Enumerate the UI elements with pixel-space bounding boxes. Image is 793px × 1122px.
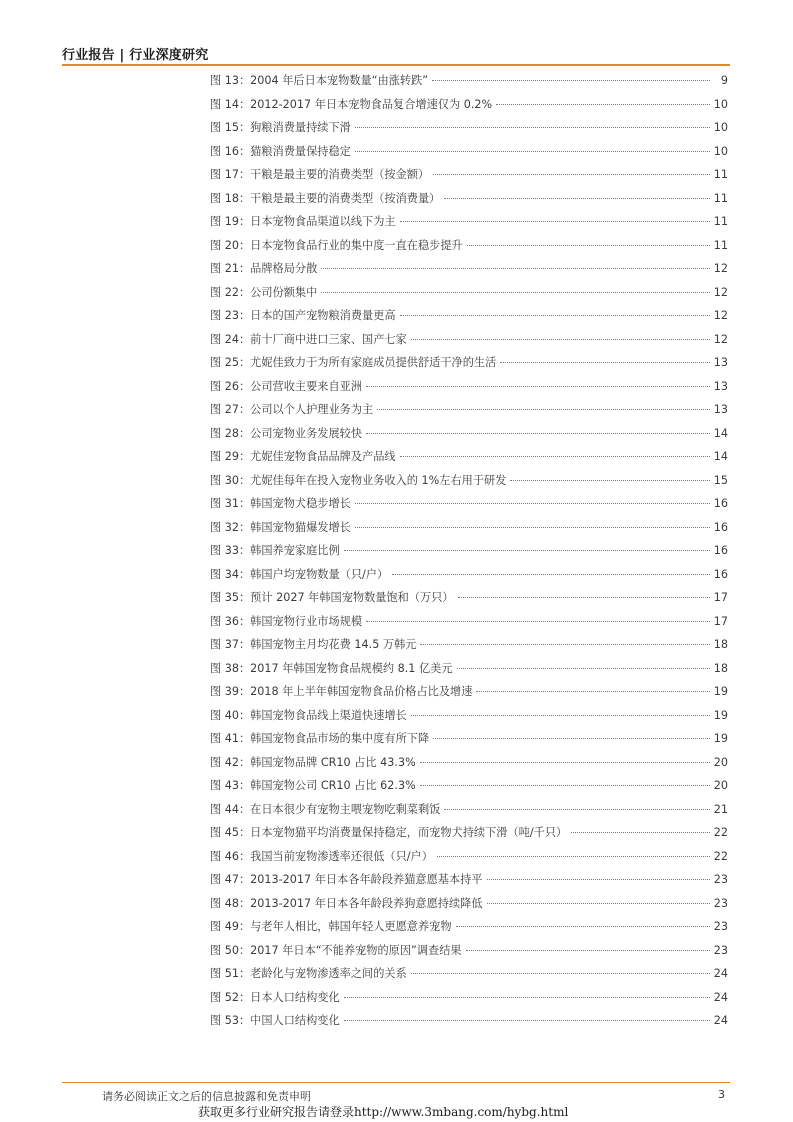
toc-dot-leader (366, 432, 710, 434)
disclaimer-text: 请务必阅读正文之后的信息披露和免责申明 (102, 1090, 311, 1103)
toc-entry-label: 图 26：公司营收主要来自亚洲 (210, 379, 363, 393)
toc-dot-leader (392, 573, 710, 575)
toc-dot-leader (366, 620, 710, 622)
toc-entry-page: 17 (713, 614, 728, 628)
toc-entry-label: 图 42：韩国宠物品牌 CR10 占比 43.3% (210, 755, 416, 769)
toc-entry[interactable] (210, 895, 728, 919)
toc-entry-label: 图 27：公司以个人护理业务为主 (210, 403, 374, 416)
toc-entry-page: 22 (713, 849, 728, 863)
toc-entry-page: 10 (713, 121, 728, 134)
toc-entry-label: 图 25：尤妮佳致力于为所有家庭成员提供舒适干净的生活 (210, 356, 497, 369)
toc-entry[interactable] (210, 519, 728, 543)
toc-entry-page: 23 (713, 920, 728, 933)
toc-entry-page: 18 (713, 661, 728, 675)
toc-entry-page: 10 (713, 97, 728, 111)
toc-dot-leader (420, 761, 710, 763)
toc-entry[interactable] (210, 918, 728, 942)
footer-divider (62, 1082, 730, 1083)
toc-entry-label: 图 17：干粮是最主要的消费类型（按金额） (210, 168, 430, 181)
toc-dot-leader (355, 526, 710, 528)
toc-entry-label: 图 50：2017 年日本“不能养宠物的原因”调查结果 (210, 943, 462, 957)
toc-entry-label: 图 36：韩国宠物行业市场规模 (210, 614, 363, 628)
toc-entry[interactable] (210, 777, 728, 801)
toc-entry[interactable] (210, 801, 728, 825)
toc-entry-label: 图 20：日本宠物食品行业的集中度一直在稳步提升 (210, 238, 463, 252)
toc-entry-page: 22 (713, 826, 728, 839)
toc-entry[interactable] (210, 307, 728, 331)
toc-dot-leader (321, 291, 709, 293)
toc-entry[interactable] (210, 824, 728, 848)
toc-entry-label: 图 33：韩国养宠家庭比例 (210, 544, 340, 557)
toc-dot-leader (510, 479, 709, 481)
toc-dot-leader (432, 79, 710, 81)
toc-entry[interactable] (210, 143, 728, 167)
toc-entry-page: 15 (713, 473, 728, 487)
toc-entry-label: 图 47：2013-2017 年日本各年龄段养猫意愿基本持平 (210, 873, 483, 886)
toc-entry-label: 图 52：日本人口结构变化 (210, 990, 340, 1004)
report-header-title: 行业报告 | 行业深度研究 (62, 48, 209, 63)
toc-entry-label: 图 46：我国当前宠物渗透率还很低（只/户） (210, 849, 433, 863)
figure-table-of-contents (210, 72, 728, 1036)
toc-dot-leader (487, 878, 710, 880)
toc-entry[interactable] (210, 848, 728, 872)
toc-dot-leader (344, 996, 710, 998)
toc-entry-label: 图 28：公司宠物业务发展较快 (210, 426, 363, 440)
toc-dot-leader (411, 972, 710, 974)
toc-dot-leader (355, 150, 710, 152)
toc-dot-leader (420, 643, 709, 645)
toc-entry[interactable] (210, 613, 728, 637)
toc-dot-leader (456, 925, 710, 927)
toc-entry-page: 19 (713, 708, 728, 722)
toc-entry-page: 19 (713, 685, 728, 698)
toc-entry-label: 图 45：日本宠物猫平均消费量保持稳定，而宠物犬持续下滑（吨/千只） (210, 826, 568, 839)
toc-entry[interactable] (210, 378, 728, 402)
toc-entry[interactable] (210, 166, 728, 190)
toc-entry[interactable] (210, 448, 728, 472)
toc-entry[interactable] (210, 636, 728, 660)
toc-entry-page: 23 (713, 873, 728, 886)
toc-entry[interactable] (210, 354, 728, 378)
toc-entry-page: 23 (713, 896, 728, 910)
toc-entry-label: 图 30：尤妮佳每年在投入宠物业务收入的 1%左右用于研发 (210, 473, 507, 487)
toc-entry[interactable] (210, 237, 728, 261)
toc-entry[interactable] (210, 96, 728, 120)
toc-entry-label: 图 24：前十厂商中进口三家、国产七家 (210, 332, 407, 346)
toc-entry[interactable] (210, 72, 728, 96)
toc-entry-page: 11 (713, 191, 728, 205)
toc-entry-page: 24 (713, 967, 728, 980)
toc-dot-leader (444, 197, 709, 199)
toc-entry[interactable] (210, 942, 728, 966)
toc-entry[interactable] (210, 119, 728, 143)
toc-entry[interactable] (210, 566, 728, 590)
toc-entry-page: 13 (713, 379, 728, 393)
header-divider (62, 64, 730, 66)
toc-entry-page: 11 (713, 238, 728, 252)
toc-entry[interactable] (210, 331, 728, 355)
toc-entry-page: 12 (713, 285, 728, 299)
toc-entry-label: 图 29：尤妮佳宠物食品品牌及产品线 (210, 450, 396, 463)
toc-entry-page: 19 (713, 732, 728, 745)
toc-dot-leader (466, 949, 710, 951)
toc-entry-label: 图 48：2013-2017 年日本各年龄段养狗意愿持续降低 (210, 896, 483, 910)
toc-entry[interactable] (210, 707, 728, 731)
toc-entry-label: 图 21：品牌格局分散 (210, 262, 318, 275)
toc-entry-label: 图 35：预计 2027 年韩国宠物数量饱和（万只） (210, 591, 454, 604)
toc-dot-leader (355, 126, 710, 128)
toc-dot-leader (366, 385, 710, 387)
toc-entry-label: 图 22：公司份额集中 (210, 285, 318, 299)
toc-entry-label: 图 13：2004 年后日本宠物数量“由涨转跌” (210, 74, 429, 87)
toc-entry-label: 图 41：韩国宠物食品市场的集中度有所下降 (210, 732, 430, 745)
toc-entry-page: 11 (713, 168, 728, 181)
toc-entry[interactable] (210, 965, 728, 989)
toc-dot-leader (467, 244, 710, 246)
toc-entry-label: 图 31：韩国宠物犬稳步增长 (210, 497, 351, 510)
toc-entry-label: 图 38：2017 年韩国宠物食品规模约 8.1 亿美元 (210, 661, 453, 675)
toc-entry-page: 13 (713, 356, 728, 369)
toc-dot-leader (496, 103, 710, 105)
toc-entry-page: 10 (713, 144, 728, 158)
toc-entry-page: 20 (713, 779, 728, 792)
toc-entry-page: 17 (713, 591, 728, 604)
toc-entry-page: 16 (713, 520, 728, 534)
toc-entry[interactable] (210, 472, 728, 496)
toc-entry-label: 图 19：日本宠物食品渠道以线下为主 (210, 215, 396, 228)
toc-entry-page: 9 (720, 74, 728, 87)
toc-entry-label: 图 18：干粮是最主要的消费类型（按消费量） (210, 191, 441, 205)
toc-entry-page: 11 (713, 215, 728, 228)
toc-entry-page: 16 (713, 544, 728, 557)
toc-entry-label: 图 49：与老年人相比，韩国年轻人更愿意养宠物 (210, 920, 452, 933)
toc-entry-page: 14 (713, 450, 728, 463)
toc-dot-leader (476, 690, 709, 692)
toc-entry-page: 21 (713, 802, 728, 816)
toc-entry[interactable] (210, 871, 728, 895)
toc-entry-label: 图 53：中国人口结构变化 (210, 1014, 340, 1027)
toc-entry[interactable] (210, 190, 728, 214)
toc-entry-label: 图 14：2012-2017 年日本宠物食品复合增速仅为 0.2% (210, 97, 493, 111)
toc-entry-label: 图 40：韩国宠物食品线上渠道快速增长 (210, 708, 407, 722)
toc-entry-page: 14 (713, 426, 728, 440)
toc-entry-label: 图 39：2018 年上半年韩国宠物食品价格占比及增速 (210, 685, 473, 698)
toc-dot-leader (500, 361, 709, 363)
toc-dot-leader (321, 267, 709, 269)
toc-entry-label: 图 43：韩国宠物公司 CR10 占比 62.3% (210, 779, 416, 792)
toc-entry-page: 23 (713, 943, 728, 957)
toc-dot-leader (458, 596, 710, 598)
toc-dot-leader (420, 784, 710, 786)
toc-dot-leader (457, 667, 710, 669)
toc-entry[interactable] (210, 425, 728, 449)
toc-entry[interactable] (210, 213, 728, 237)
toc-entry[interactable] (210, 683, 728, 707)
toc-entry[interactable] (210, 542, 728, 566)
toc-entry-page: 24 (713, 1014, 728, 1027)
toc-dot-leader (411, 714, 710, 716)
toc-dot-leader (344, 1019, 710, 1021)
toc-entry-page: 12 (713, 332, 728, 346)
toc-entry[interactable] (210, 589, 728, 613)
toc-entry[interactable] (210, 495, 728, 519)
toc-dot-leader (355, 502, 710, 504)
toc-entry[interactable] (210, 284, 728, 308)
toc-dot-leader (377, 408, 710, 410)
toc-entry-label: 图 16：猫粮消费量保持稳定 (210, 144, 351, 158)
toc-entry-label: 图 15：狗粮消费量持续下滑 (210, 121, 351, 134)
toc-entry[interactable] (210, 260, 728, 284)
toc-dot-leader (437, 855, 710, 857)
toc-dot-leader (571, 831, 710, 833)
toc-entry-label: 图 23：日本的国产宠物粮消费量更高 (210, 309, 396, 322)
promo-link-text[interactable]: 获取更多行业研究报告请登录http://www.3mbang.com/hybg.html (198, 1105, 569, 1119)
toc-dot-leader (411, 338, 710, 340)
toc-dot-leader (400, 220, 710, 222)
toc-dot-leader (433, 737, 710, 739)
toc-entry[interactable] (210, 660, 728, 684)
toc-entry[interactable] (210, 754, 728, 778)
toc-dot-leader (444, 808, 709, 810)
toc-dot-leader (433, 173, 710, 175)
toc-entry[interactable] (210, 989, 728, 1013)
toc-entry[interactable] (210, 1012, 728, 1036)
toc-entry-page: 20 (713, 755, 728, 769)
toc-entry-label: 图 51：老龄化与宠物渗透率之间的关系 (210, 967, 407, 980)
toc-entry-page: 16 (713, 567, 728, 581)
toc-entry-page: 16 (713, 497, 728, 510)
toc-dot-leader (344, 549, 710, 551)
toc-entry[interactable] (210, 730, 728, 754)
toc-entry-label: 图 32：韩国宠物猫爆发增长 (210, 520, 351, 534)
toc-entry-page: 12 (713, 262, 728, 275)
toc-dot-leader (400, 314, 710, 316)
toc-dot-leader (487, 902, 710, 904)
toc-entry-page: 24 (713, 990, 728, 1004)
page-number: 3 (718, 1088, 725, 1101)
toc-entry-label: 图 37：韩国宠物主月均花费 14.5 万韩元 (210, 638, 417, 651)
toc-entry[interactable] (210, 401, 728, 425)
toc-dot-leader (400, 455, 710, 457)
toc-entry-page: 12 (713, 309, 728, 322)
toc-entry-label: 图 34：韩国户均宠物数量（只/户） (210, 567, 389, 581)
toc-entry-page: 18 (713, 638, 728, 651)
toc-entry-page: 13 (713, 403, 728, 416)
toc-entry-label: 图 44：在日本很少有宠物主喂宠物吃剩菜剩饭 (210, 802, 441, 816)
